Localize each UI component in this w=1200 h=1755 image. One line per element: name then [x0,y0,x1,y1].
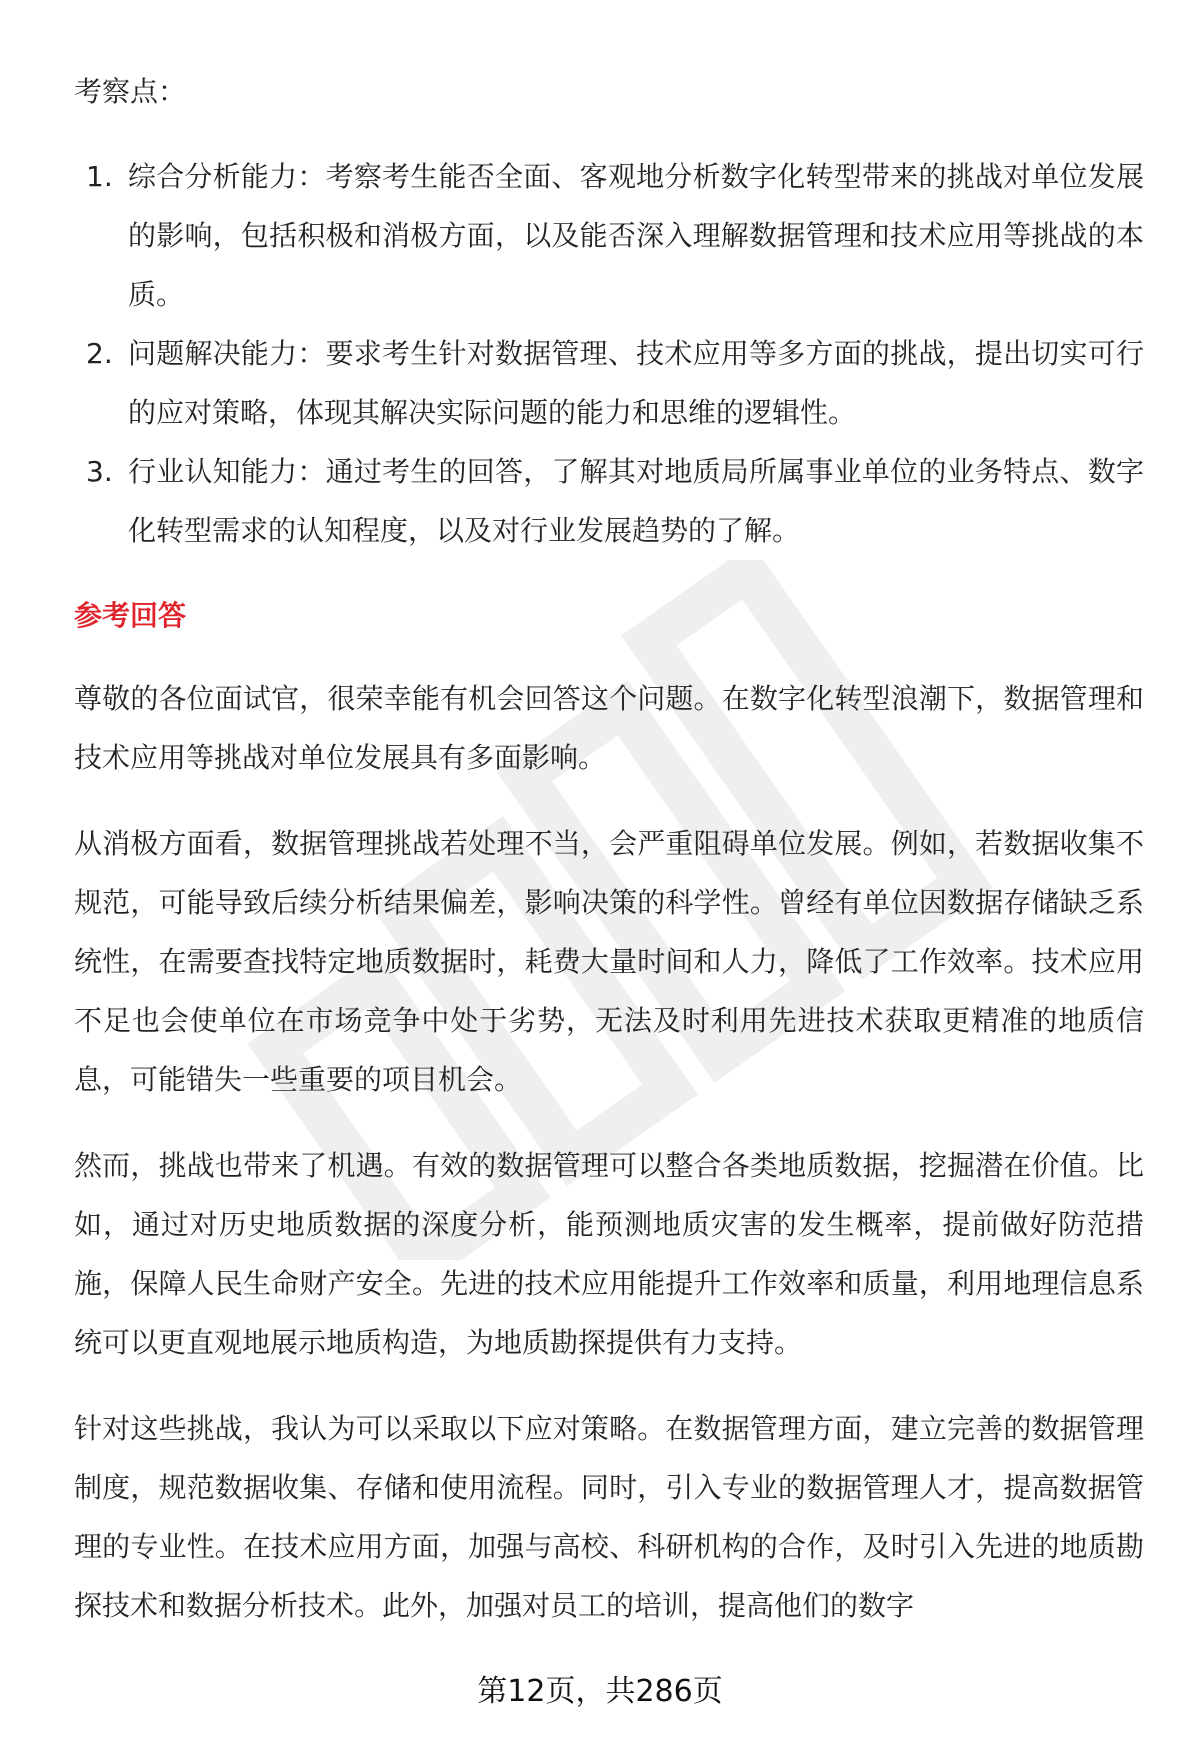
answer-heading: 参考回答 [74,599,187,632]
list-item [74,324,1144,442]
paragraph: 尊敬的各位面试官，很荣幸能有机会回答这个问题。在数字化转型浪潮下，数据管理和技术应用等挑战对单位发展具有多面影响。 [74,682,1144,774]
list-text: 问题解决能力：要求考生针对数据管理、技术应用等多方面的挑战，提出切实可行的应对策略，体现其解决实际问题的能力和思维的逻辑性。 [128,337,1144,429]
list-number: 2. [86,337,113,370]
paragraph: 从消极方面看，数据管理挑战若处理不当，会严重阻碍单位发展。例如，若数据收集不规范，可能导致后续分析结果偏差，影响决策的科学性。曾经有单位因数据存储缺乏系统性，在需要查找特定地质数据时，耗费大量时间和人力，降低了工作效率。技术应用不足也会使单位在市场竞争中处于劣势，无法及时利用先进技术获取更精准的地质信息，可能错失一些重要的项目机会。 [74,827,1144,1096]
main-content [74,62,1144,1662]
exam-points-list [74,147,1144,560]
paragraph: 针对这些挑战，我认为可以采取以下应对策略。在数据管理方面，建立完善的数据管理制度，规范数据收集、存储和使用流程。同时，引入专业的数据管理人才，提高数据管理的专业性。在技术应用方面，加强与高校、科研机构的合作，及时引入先进的地质勘探技术和数据分析技术。此外，加强对员工的培训，提高他们的数字 [74,1412,1144,1622]
list-text: 行业认知能力：通过考生的回答，了解其对地质局所属事业单位的业务特点、数字化转型需求的认知程度，以及对行业发展趋势的了解。 [128,455,1144,547]
list-item [74,442,1144,560]
exam-points-heading: 考察点： [74,75,187,108]
list-number: 1. [86,160,113,193]
page-number-footer: 第12页，共286页 [477,1674,723,1709]
list-text: 综合分析能力：考察考生能否全面、客观地分析数字化转型带来的挑战对单位发展的影响，包括积极和消极方面，以及能否深入理解数据管理和技术应用等挑战的本质。 [128,160,1144,311]
list-item [74,147,1144,324]
paragraph: 然而，挑战也带来了机遇。有效的数据管理可以整合各类地质数据，挖掘潜在价值。比如，通过对历史地质数据的深度分析，能预测地质灾害的发生概率，提前做好防范措施，保障人民生命财产安全。先进的技术应用能提升工作效率和质量，利用地理信息系统可以更直观地展示地质构造，为地质勘探提供有力支持。 [74,1149,1144,1359]
list-number: 3. [86,455,113,488]
